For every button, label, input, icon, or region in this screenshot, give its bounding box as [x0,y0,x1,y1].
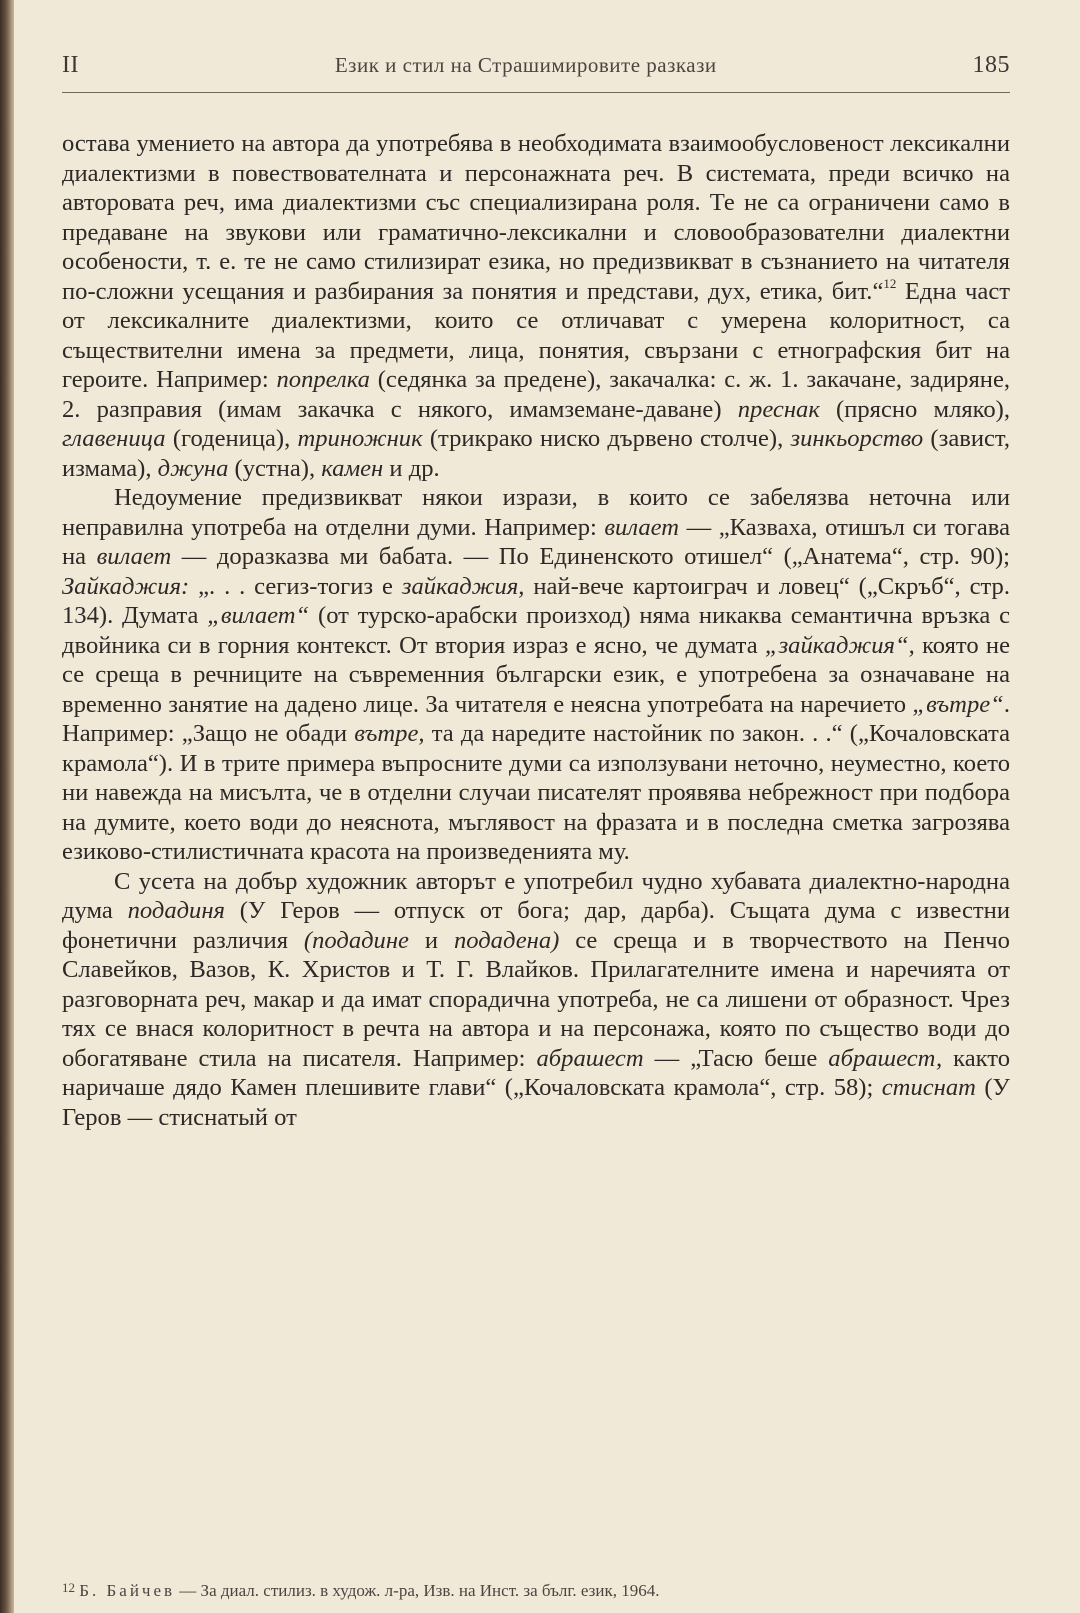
text-run: (завист, измама), [62,425,1010,482]
text-run: се среща и в творчеството на Пенчо Славейков, Вазов, К. Христов и Т. Г. Влайков. Прилагателните имена и наречията от разговорната реч, макар и да имат спорадична употреба, не са лишени от образност. Чрез тях се внася колоритност в речта на автора и на персонажа, която по същество води до обогатяване стила на писателя. Например: [62,926,1010,1072]
text-run: — доразказва ми бабата. — По Единенското отишел“ („Анатема“, стр. 90); [171,543,1010,570]
italic-term: (подадине [303,926,409,954]
running-title: Език и стил на Страшимировите разкази [334,53,717,77]
italic-term: Зайкаджия: [62,572,190,600]
text-run: (прясно мляко), [819,395,1010,423]
text-run: и др. [383,454,440,482]
footnote-text: — За диал. стилиз. в худож. л-ра, Изв. на Инст. за бълг. език, 1964. [175,1581,660,1600]
text-run: (У Геров — отпуск от бога; дар, дарба). Същата дума с известни фонетични различия [62,897,1010,954]
italic-term: абрашест, [828,1044,943,1072]
footnote-marker: 12 [62,1580,75,1595]
text-run: — „Тасю беше [643,1044,829,1072]
italic-term: вътре, [354,720,425,747]
paragraph-3 [62,867,1010,1133]
text-run: С усета на добър художник авторът е употребил чудно хубавата диалектно-народна дума [62,867,1010,924]
text-run: и [408,926,454,954]
italic-term: „вилает“ [207,602,310,629]
italic-term: зайкаджия, [401,572,525,600]
text-run: . Например: „Защо не обади [62,690,1010,747]
italic-term: камен [321,454,384,482]
text-run: както наричаше дядо Камен плешивите глави“ („Кочаловската крамола“, стр. 58); [62,1044,1010,1101]
footnote-author: Б. Байчев [79,1581,176,1600]
italic-term: триножник [297,425,423,452]
italic-term: „вътре“ [912,690,1004,718]
paragraph-1 [62,129,1010,483]
running-header [62,52,1010,93]
text-run: (устна), [228,454,322,482]
italic-term: вилает [604,513,680,541]
text-run: — „Казваха, отишъл си тогава на [62,513,1010,570]
italic-term: „зайкаджия“, [764,631,915,659]
italic-term: стиснат [881,1074,976,1101]
italic-term: джуна [157,454,229,482]
text-run: (У Геров — стиснатый от [62,1074,1010,1131]
footnote-12 [62,1581,1010,1601]
text-run: (годеница), [165,425,298,452]
main-text [62,129,1010,1132]
page-number: 185 [972,52,1010,78]
italic-term: попрелка [276,366,370,393]
text-run: та да наредите настойник по закон. . .“ („Кочаловската крамола“). И в трите примера въпросните думи са използувани неточно, неуместно, което ни навежда на мисълта, че в отделни случаи писателят проявява небрежност при подбора на думите, което води до неяснота, мъглявост на фразата и в последна сметка загрозява езиково-стилистичната красота на произведенията му. [62,720,1010,865]
text-run: (трикрако ниско дървено столче), [422,425,791,452]
text-run: „. . . сегиз-тогиз е [189,572,402,600]
italic-term: зинкьорство [790,425,924,452]
text-run: (седянка за предене), закачалка: с. ж. 1. закачане, задиряне, 2. разправия (имам закачка с някого, имамземане-даване) [62,366,1011,423]
italic-term: подадена) [453,926,560,954]
book-binding-edge [0,0,14,1613]
italic-term: абрашест [536,1044,644,1072]
italic-term: главеница [62,425,166,452]
text-run: Една част от лексикалните диалектизми, които се отличават с умерена колоритност, са съществителни имена за предмети, лица, понятия, свързани с етнографския бит на героите. Например: [62,277,1011,393]
paragraph-2 [62,483,1010,867]
book-page [62,52,1010,1132]
text-run: Недоумение предизвикват някои изрази, в които се забелязва неточна или неправилна употреба на отделни думи. Например: [62,484,1010,541]
italic-term: подадиня [127,897,225,924]
text-run: (от турско-арабски произход) няма никаква семантична връзка с двойника си в горния контекст. От втория израз е ясно, че думата [62,602,1010,659]
text-run: остава умението на автора да употребява в необходимата взаимообусловеност лексикални диалектизми в повествователната и персонажната реч. В системата, преди всичко на авторовата реч, има диалектизми със специализирана роля. Те не са ограничени само в предаване на звукови или граматично-лексикални и словообразователни диалектни особености, т. е. те не само стилизират езика, но предизвикват в съзнанието на читателя по-сложни усещания и разбирания за понятия и представи, дух, етика, бит.“ [62,130,1010,305]
footnote-ref: 12 [883,275,897,291]
italic-term: преснак [737,395,820,423]
text-run: която не се среща в речниците на съвременния български език, е употребена за означаване на временно занятие на дадено лице. За читателя е неясна употребата на наречието [62,631,1010,718]
section-number: II [62,52,79,78]
italic-term: вилает [96,543,172,570]
text-run: най-вече картоиграч и ловец“ („Скръб“, стр. 134). Думата [62,572,1011,629]
